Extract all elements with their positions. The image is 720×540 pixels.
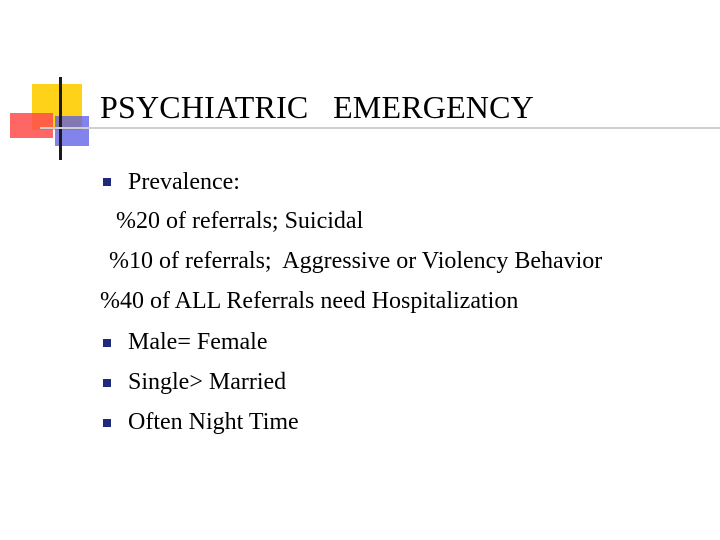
body-line-gender: Male= Female <box>128 329 268 355</box>
decor-red-bar <box>10 113 53 138</box>
body-line-marital: Single> Married <box>128 369 287 395</box>
slide-title: PSYCHIATRIC EMERGENCY <box>100 89 534 125</box>
body-line-aggressive: %10 of referrals; Aggressive or Violency Behavior <box>109 248 603 274</box>
bullet-icon <box>103 339 111 347</box>
body-line-suicidal: %20 of referrals; Suicidal <box>116 208 364 234</box>
body-line-time: Often Night Time <box>128 409 299 435</box>
bullet-icon <box>103 178 111 186</box>
decor-horizontal-line <box>40 127 720 129</box>
body-line-hospitalization: %40 of ALL Referrals need Hospitalization <box>100 288 519 314</box>
body-line-prevalence: Prevalence: <box>128 169 240 195</box>
decor-vertical-line <box>59 77 62 160</box>
bullet-icon <box>103 419 111 427</box>
bullet-icon <box>103 379 111 387</box>
